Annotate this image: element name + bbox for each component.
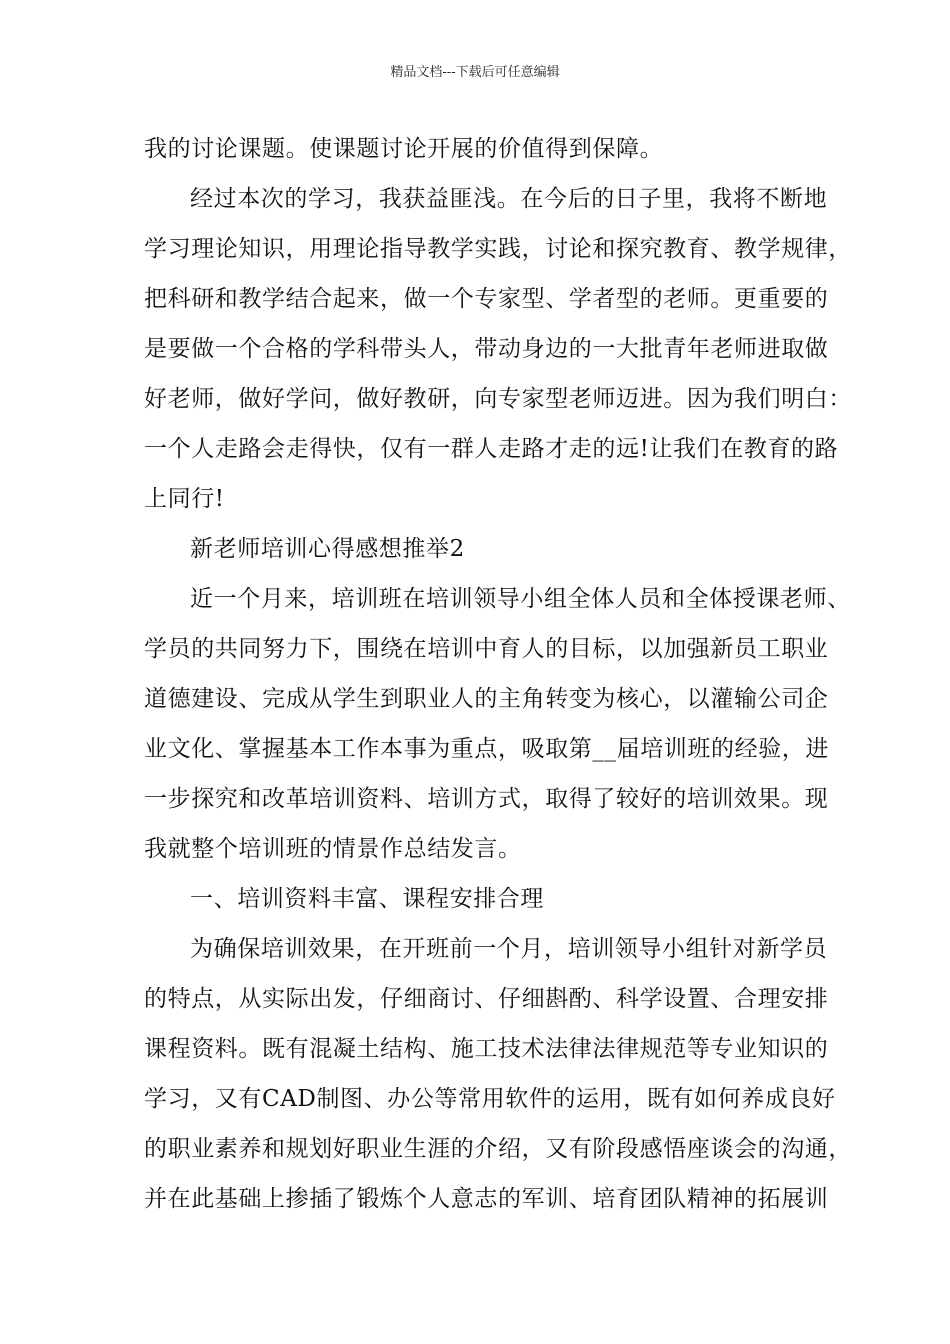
section-heading: 新老师培训心得感想推举2: [190, 536, 465, 562]
text-line: 学员的共同努力下，围绕在培训中育人的目标，以加强新员工职业: [144, 636, 829, 662]
text-line: 经过本次的学习，我获益匪浅。在今后的日子里，我将不断地: [190, 186, 828, 212]
text-line: 课程资料。既有混凝土结构、施工技术法律法律规范等专业知识的: [144, 1036, 829, 1062]
section-heading: 一、培训资料丰富、课程安排合理: [190, 886, 544, 912]
text-line: 上同行!: [144, 486, 225, 512]
text-line: 我就整个培训班的情景作总结发言。: [144, 836, 522, 862]
text-line: 一步探究和改革培训资料、培训方式，取得了较好的培训效果。现: [144, 786, 829, 812]
text-line: 我的讨论课题。使课题讨论开展的价值得到保障。: [144, 136, 664, 162]
text-line: 为确保培训效果，在开班前一个月，培训领导小组针对新学员: [190, 936, 828, 962]
text-line: 学习，又有CAD制图、办公等常用软件的运用，既有如何养成良好: [144, 1086, 836, 1112]
text-line: 是要做一个合格的学科带头人，带动身边的一大批青年老师进取做: [144, 336, 829, 362]
text-line: 并在此基础上掺插了锻炼个人意志的军训、培育团队精神的拓展训: [144, 1186, 829, 1212]
text-line: 把科研和教学结合起来，做一个专家型、学者型的老师。更重要的: [144, 286, 829, 312]
text-line: 道德建设、完成从学生到职业人的主角转变为核心，以灌输公司企: [144, 686, 829, 712]
page-header: 精品文档---下载后可任意编辑: [390, 65, 560, 80]
document-body: [144, 124, 852, 1224]
text-line: 好老师，做好学问，做好教研，向专家型老师迈进。因为我们明白：: [144, 386, 852, 412]
text-line: 的职业素养和规划好职业生涯的介绍，又有阶段感悟座谈会的沟通，: [144, 1136, 852, 1162]
text-line: 一个人走路会走得快，仅有一群人走路才走的远!让我们在教育的路: [144, 436, 839, 462]
text-line: 近一个月来，培训班在培训领导小组全体人员和全体授课老师、: [190, 586, 851, 612]
text-line: 业文化、掌握基本工作本事为重点，吸取第__届培训班的经验，进: [144, 736, 829, 762]
text-line: 的特点，从实际出发，仔细商讨、仔细斟酌、科学设置、合理安排: [144, 986, 829, 1012]
text-line: 学习理论知识，用理论指导教学实践，讨论和探究教育、教学规律，: [144, 236, 852, 262]
